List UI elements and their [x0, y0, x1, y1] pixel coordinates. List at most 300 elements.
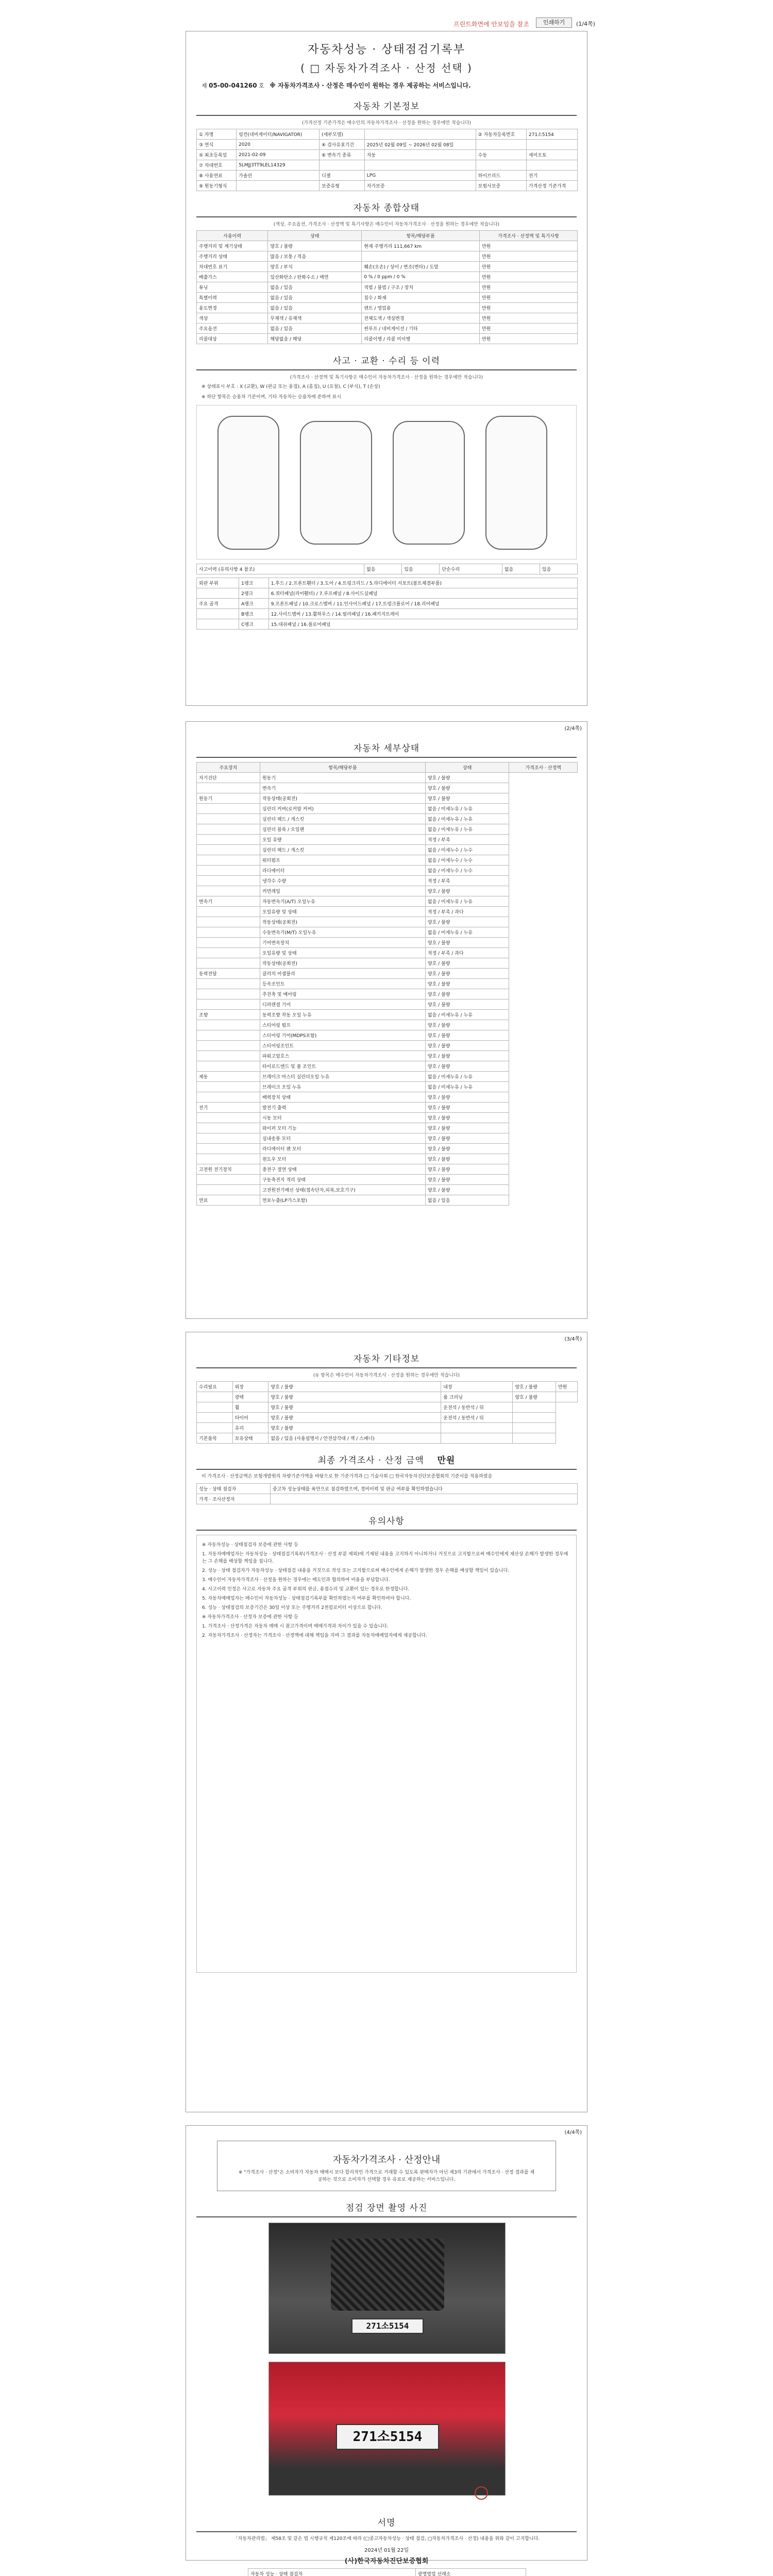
etc-info-cell: 룸 크리닝: [441, 1392, 513, 1402]
car-top-figure-front: [300, 421, 372, 545]
page-2-label: (2/4쪽): [564, 726, 582, 732]
detail-status-cell: [197, 845, 260, 855]
general-status-row: [197, 272, 578, 282]
detail-status-cell: [197, 1123, 260, 1133]
detail-status-cell: 조향: [197, 1010, 260, 1020]
accident-legend: ※ 상태표시 부호 : X (교환), W (판금 또는 용접), A (흠집), U (요철), C (부식), T (손상): [201, 384, 380, 389]
caution-line: 2. 성능 · 상태 점검자가 자동차성능 · 상태점검 내용을 거짓으로 작성 또는 고지함으로써 매수인에게 손해가 발생한 경우 손해를 배상할 책임이 있습니다.: [202, 1568, 510, 1573]
basic-info-row: [197, 181, 578, 191]
etc-info-cell: 운전석 / 동반석 / 뒤: [441, 1413, 513, 1423]
detail-status-cell: 양호 / 불량: [425, 1144, 509, 1154]
detail-status-cell: 없음 / 미세누유 / 누유: [425, 814, 509, 824]
detail-status-cell: 양호 / 불량: [425, 969, 509, 979]
detail-status-cell: 제동: [197, 1072, 260, 1082]
signature-date: 2024년 01월 22일: [364, 2548, 409, 2553]
detail-status-cell: 충전구 절연 상태: [260, 1164, 425, 1175]
detail-status-cell: 없음 / 미세누유 / 누유: [425, 927, 509, 938]
detail-status-cell: [197, 989, 260, 999]
detail-status-row: [197, 855, 578, 866]
general-status-row: [197, 282, 578, 293]
etc-info-cell: [513, 1402, 556, 1413]
detail-status-cell: 오일 유량: [260, 835, 425, 845]
detail-status-cell: 양호 / 불량: [425, 938, 509, 948]
basic-info-cell: ③ 연식: [197, 140, 237, 150]
detail-status-row: [197, 1072, 578, 1082]
page-4: [186, 2125, 587, 2576]
detail-status-cell: [197, 1020, 260, 1030]
toolbar: [0, 0, 773, 27]
etc-info-row: [197, 1423, 578, 1433]
car-damage-diagram: [196, 405, 577, 560]
basic-info-cell: [237, 181, 320, 191]
caution-line: 1. 가격조사 · 산정가격은 자동차 매매 시 참고가격이며 매매가격과 차이가 있을 수 있습니다.: [202, 1624, 389, 1629]
detail-status-cell: 디퍼렌셜 기어: [260, 999, 425, 1010]
accident-frame-cell: 1.후드 / 2.프론트휀더 / 3.도어 / 4.트렁크리드 / 5.라디에이터 서포트(볼트체결부품): [268, 578, 577, 588]
detail-status-cell: [197, 1030, 260, 1041]
signature-org: (사)한국자동차진단보증협회: [344, 2557, 429, 2565]
detail-status-cell: [197, 1092, 260, 1103]
page-3: [186, 1332, 587, 2112]
detail-status-cell: 배력장치 상태: [260, 1092, 425, 1103]
doc-no-label: 제: [201, 82, 207, 89]
basic-info-cell: 자가보증: [364, 181, 476, 191]
basic-info-cell: ⑥ 변속기 종류: [320, 150, 365, 160]
detail-status-cell: 브레이크 마스터 실린더오일 누유: [260, 1072, 425, 1082]
detail-status-row: [197, 835, 578, 845]
accident-frame-row: [197, 578, 578, 588]
checker-table: [196, 1483, 578, 1504]
page-4-label: (4/4쪽): [564, 2130, 582, 2136]
accident-frame-cell: 9.프론트패널 / 10.크로스멤버 / 11.인사이드패널 / 17.트렁크플로어 / 18.리어패널: [268, 599, 577, 609]
caution-list: [196, 1535, 577, 1973]
general-status-row: [197, 293, 578, 303]
general-status-header: 가격조사 · 산정액 및 특기사항: [479, 231, 577, 241]
basic-info-cell: 하이브리드: [476, 171, 526, 181]
detail-status-row: [197, 1195, 578, 1206]
detail-status-cell: 없음 / 미세누수 / 누수: [425, 845, 509, 855]
detail-status-row: [197, 886, 578, 896]
general-status-cell: 해당없음 / 해당: [268, 334, 362, 344]
accident-frame-cell: 15.대쉬패널 / 16.플로어패널: [268, 619, 577, 630]
doc-no: 05-00-041260: [209, 82, 257, 89]
basic-info-cell: ① 차명: [197, 129, 237, 140]
etc-info-cell: 없음 / 있음 (사용설명서 / 안전삼각대 / 잭 / 스패너): [268, 1433, 441, 1444]
general-status-cell: 양호 / 부식: [268, 262, 362, 272]
general-status-cell: 없음 / 있음: [268, 293, 362, 303]
etc-info-cell: 양호 / 불량: [268, 1402, 441, 1413]
detail-status-cell: 오일유량 및 상태: [260, 907, 425, 917]
accident-summary-cell: 사고이력 (유의사항 4 참조): [197, 564, 364, 574]
etc-info-table: [196, 1381, 578, 1444]
detail-status-cell: 브레이크 오일 누유: [260, 1082, 425, 1092]
detail-status-cell: 라디에이터 팬 모터: [260, 1144, 425, 1154]
detail-status-row: [197, 773, 578, 783]
car-top-figure-frame: [393, 421, 465, 545]
general-status-cell: 만원: [479, 262, 577, 272]
basic-info-cell: ④ 검사유효기간: [320, 140, 365, 150]
detail-status-row: [197, 804, 578, 814]
detail-status-cell: [197, 1061, 260, 1072]
detail-status-cell: [197, 1185, 260, 1195]
etc-info-cell: [441, 1433, 513, 1444]
basic-info-cell: 보증유형: [320, 181, 365, 191]
doc-title: 자동차성능 · 상태점검기록부: [307, 43, 465, 56]
basic-info-cell: 가격산정 기준가격: [526, 181, 577, 191]
doc-number-line: [201, 81, 572, 90]
detail-status-cell: [197, 855, 260, 866]
basic-info-cell: [526, 160, 577, 171]
detail-status-row: [197, 989, 578, 999]
general-status-cell: 만원: [479, 241, 577, 251]
detail-status-cell: [197, 907, 260, 917]
detail-status-cell: 원동기: [260, 773, 425, 783]
final-price-note: 이 가격조사 · 산정금액은 보험개발원의 차량기준가액을 바탕으로 한 기준가격과 □ 기술사회 □ 한국자동차진단보증협회의 기준서를 적용하였음: [201, 1474, 493, 1479]
detail-status-cell: 오일유량 및 상태: [260, 948, 425, 958]
general-status-cell: 없음 / 있음: [268, 324, 362, 334]
detail-status-row: [197, 1082, 578, 1092]
general-status-cell: 만원: [479, 303, 577, 313]
etc-info-cell: [441, 1423, 513, 1433]
detail-status-row: [197, 1154, 578, 1164]
general-status-cell: 만원: [479, 251, 577, 262]
general-status-row: [197, 334, 578, 344]
etc-info-cell: 양호 / 불량: [268, 1413, 441, 1423]
detail-status-cell: [197, 866, 260, 876]
detail-status-cell: 윈도우 모터: [260, 1154, 425, 1164]
basic-info-cell: 가솔린: [237, 171, 320, 181]
detail-status-cell: 양호 / 불량: [425, 989, 509, 999]
detail-status-cell: 없음 / 미세누유 / 누유: [425, 1072, 509, 1082]
detail-status-cell: 동력조향 작동 오일 누유: [260, 1010, 425, 1020]
detail-status-cell: 양호 / 불량: [425, 1123, 509, 1133]
accident-summary-cell: 없음: [502, 564, 540, 574]
detail-status-row: [197, 917, 578, 927]
accident-frame-cell: 12.사이드멤버 / 13.휠하우스 / 14.필러패널 / 16.패키지트레이: [268, 609, 577, 619]
detail-status-cell: 양호 / 불량: [425, 958, 509, 969]
detail-status-cell: 라디에이터: [260, 866, 425, 876]
basic-info-row: [197, 150, 578, 160]
basic-info-cell: 디젤: [320, 171, 365, 181]
basic-info-table: [196, 129, 578, 191]
general-status-cell: 만원: [479, 334, 577, 344]
accident-summary-cell: 없음: [364, 564, 402, 574]
detail-status-row: [197, 876, 578, 886]
basic-info-cell: [364, 160, 476, 171]
etc-info-cell: 만원: [556, 1382, 577, 1392]
detail-status-cell: 적정 / 부족: [425, 835, 509, 845]
rear-plate: 271소5154: [336, 2424, 439, 2450]
detail-status-row: [197, 896, 578, 907]
etc-info-cell: 타이어: [232, 1413, 268, 1423]
etc-info-cell: 유리: [232, 1423, 268, 1433]
detail-status-row: [197, 1061, 578, 1072]
caution-line: 3. 매수인이 자동차가격조사 · 산정을 원하는 경우에는 매도인과 협의하여 비용을 부담합니다.: [202, 1578, 390, 1583]
detail-status-cell: [197, 1175, 260, 1185]
signature-cell: 자동차 성능 · 상태 점검자: [248, 2569, 416, 2576]
accident-frame-row: [197, 599, 578, 609]
detail-status-cell: [197, 1154, 260, 1164]
car-side-right-figure: [485, 416, 547, 550]
detail-status-cell: 적정 / 부족 / 과다: [425, 948, 509, 958]
general-status-cell: 주요옵션: [197, 324, 268, 334]
general-status-cell: 없음 / 있음: [268, 303, 362, 313]
general-status-cell: 튜닝: [197, 282, 268, 293]
print-notice: 프린트화면에 안보임을 참조: [453, 21, 529, 28]
detail-status-cell: 변속기: [260, 783, 425, 793]
detail-status-cell: 기어변속장치: [260, 938, 425, 948]
general-status-cell: 용도변경: [197, 303, 268, 313]
checker-cell: 가격 · 조사산정자: [197, 1494, 271, 1504]
page-2: [186, 721, 587, 1319]
accident-frame-table: [196, 578, 578, 630]
detail-status-cell: 클러치 어셈블리: [260, 969, 425, 979]
detail-status-row: [197, 1123, 578, 1133]
accident-frame-cell: 6.쿼터패널(리어휀더) / 7.루프패널 / 8.사이드실패널: [268, 588, 577, 599]
accident-frame-cell: 외판 부위: [197, 578, 239, 588]
basic-info-cell: ⑧ 사용연료: [197, 171, 237, 181]
basic-info-cell: [526, 140, 577, 150]
etc-info-row: [197, 1433, 578, 1444]
detail-status-cell: 양호 / 불량: [425, 1185, 509, 1195]
detail-status-cell: 작동상태(공회전): [260, 917, 425, 927]
detail-status-cell: [197, 783, 260, 793]
detail-status-cell: 커먼레일: [260, 886, 425, 896]
page-label: (1/4쪽): [576, 21, 595, 27]
detail-status-cell: 타이로드엔드 및 볼 조인트: [260, 1061, 425, 1072]
detail-status-cell: 양호 / 불량: [425, 793, 509, 804]
basic-info-cell: ⑨ 원동기형식: [197, 181, 237, 191]
detail-status-cell: 구동축전지 격리 상태: [260, 1175, 425, 1185]
detail-status-cell: 양호 / 불량: [425, 1103, 509, 1113]
basic-info-cell: LPG: [364, 171, 476, 181]
front-plate: 271소5154: [351, 2318, 424, 2334]
detail-status-cell: [197, 1144, 260, 1154]
etc-info-cell: 양호 / 불량: [268, 1392, 441, 1402]
etc-info-cell: 보유상태: [232, 1433, 268, 1444]
etc-info-row: [197, 1392, 578, 1402]
general-status-cell: 주행거리 상태: [197, 251, 268, 262]
detail-status-cell: 스티어링조인트: [260, 1041, 425, 1051]
signature-cell: 광명영업 선래소: [415, 2569, 526, 2576]
detail-status-cell: 양호 / 불량: [425, 1092, 509, 1103]
detail-status-cell: 없음 / 미세누유 / 누유: [425, 804, 509, 814]
detail-status-cell: [197, 1113, 260, 1123]
basic-info-cell: 보험사보증: [476, 181, 526, 191]
detail-status-cell: 실내송풍 모터: [260, 1133, 425, 1144]
caution-line: ※ 자동차성능 · 상태점검자 보증에 관한 사항 등: [202, 1543, 298, 1548]
detail-status-cell: 스티어링 펌프: [260, 1020, 425, 1030]
detail-status-row: [197, 845, 578, 855]
price-guide-box: [217, 2141, 556, 2191]
detail-status-row: [197, 1164, 578, 1175]
detail-status-cell: 양호 / 불량: [425, 1020, 509, 1030]
photo-heading: 점검 장면 촬영 사진: [196, 2200, 577, 2217]
detail-status-header: 가격조사 · 산정액: [509, 762, 578, 773]
detail-status-cell: 양호 / 불량: [425, 1164, 509, 1175]
detail-status-cell: [197, 938, 260, 948]
etc-info-cell: 기본품목: [197, 1433, 233, 1444]
detail-status-row: [197, 1175, 578, 1185]
detail-status-cell: [197, 917, 260, 927]
detail-status-cell: 없음 / 미세누수 / 누수: [425, 866, 509, 876]
basic-info-cell: 링컨(네비게이터/NAVIGATOR): [237, 129, 320, 140]
general-status-cell: 많음 / 보통 / 적음: [268, 251, 362, 262]
detail-status-cell: [197, 835, 260, 845]
basic-info-cell: (세부모델): [320, 129, 365, 140]
accident-frame-cell: C랭크: [239, 619, 269, 630]
caution-line: 4. 사고이력 인정은 사고로 자동차 주요 골격 부위의 판금, 용접수리 및 교환이 있는 경우로 한정합니다.: [202, 1587, 410, 1592]
detail-status-cell: [197, 999, 260, 1010]
general-status-cell: 차대번호 표기: [197, 262, 268, 272]
accident-summary-cell: 있음: [540, 564, 577, 574]
print-button[interactable]: 인쇄하기: [536, 18, 572, 28]
detail-status-cell: [197, 1082, 260, 1092]
detail-status-cell: 원동기: [197, 793, 260, 804]
general-status-cell: 만원: [479, 293, 577, 303]
general-status-row: [197, 251, 578, 262]
accident-frame-row: [197, 609, 578, 619]
detail-status-cell: 파워고압호스: [260, 1051, 425, 1061]
general-status-cell: 만원: [479, 282, 577, 293]
detail-status-cell: [197, 958, 260, 969]
general-status-cell: [362, 251, 480, 262]
detail-status-row: [197, 1020, 578, 1030]
detail-status-cell: [197, 814, 260, 824]
general-status-note: (색상, 주요옵션, 가격조사 · 산정액 및 특기사항은 매수인이 자동차가격조사 · 산정을 원하는 경우에만 적습니다): [273, 222, 500, 227]
detail-status-cell: 없음 / 미세누유 / 누유: [425, 824, 509, 835]
detail-status-cell: 냉각수 수량: [260, 876, 425, 886]
price-guide-text: ※ "가격조사 · 산정"은 소비자가 자동차 매매시 보다 합리적인 가격으로 거래할 수 있도록 판매자가 아닌 제3의 기관에서 가격조사 · 산정 결과를 제공하는 것으로 소비자가 선택할 경우 유료로 제공하는 서비스입니다.: [238, 2170, 535, 2182]
checker-cell: 성능 · 상태 점검자: [197, 1484, 271, 1494]
detail-status-cell: 실린더 블록 / 오일팬: [260, 824, 425, 835]
accident-frame-cell: 1랭크: [239, 578, 269, 588]
doc-note: ※ 자동차가격조사 · 산정은 매수인이 원하는 경우 제공하는 서비스입니다.: [270, 82, 471, 89]
detail-status-row: [197, 999, 578, 1010]
detail-status-cell: 작동상태(공회전): [260, 958, 425, 969]
final-price-value: 만원: [437, 1455, 456, 1466]
general-status-cell: 훼손(오손) / 상이 / 변조(변타) / 도말: [362, 262, 480, 272]
signature-text: 「자동차관리법」 제58조 및 같은 법 시행규칙 제120조에 따라 (□중고자동차성능 · 상태 점검, □자동차가격조사 · 산정) 내용을 위와 같이 고지합니다.: [233, 2536, 540, 2541]
general-status-cell: 색상: [197, 313, 268, 324]
detail-status-cell: 등속조인트: [260, 979, 425, 989]
detail-status-row: [197, 948, 578, 958]
general-status-header: 항목/해당부품: [362, 231, 480, 241]
basic-info-row: [197, 160, 578, 171]
etc-info-cell: [197, 1402, 233, 1413]
detail-status-row: [197, 907, 578, 917]
car-side-left-figure: [217, 416, 279, 550]
detail-status-cell: 양호 / 불량: [425, 1051, 509, 1061]
detail-status-cell: 적정 / 부족: [425, 876, 509, 886]
general-status-cell: 전체도색 / 색상변경: [362, 313, 480, 324]
general-status-cell: 배출가스: [197, 272, 268, 282]
checker-cell: 중고차 성능상태를 육안으로 점검하였으며, 정비이력 및 판금 여부를 확인하였습니다: [270, 1484, 577, 1494]
basic-info-cell: [476, 140, 526, 150]
basic-info-cell: 전기: [526, 171, 577, 181]
basic-info-cell: [364, 129, 476, 140]
etc-info-cell: [513, 1423, 556, 1433]
detail-status-cell: 실린더 커버(로커암 커버): [260, 804, 425, 814]
general-status-cell: 만원: [479, 324, 577, 334]
etc-info-note: (① 항목은 매수인이 자동차가격조사 · 산정을 원하는 경우에만 적습니다): [313, 1373, 460, 1378]
detail-status-cell: [197, 1133, 260, 1144]
etc-info-cell: 양호 / 불량: [513, 1392, 556, 1402]
general-status-cell: 일산화탄소 / 탄화수소 / 매연: [268, 272, 362, 282]
general-status-cell: 0 % / 0 ppm / 0 %: [362, 272, 480, 282]
accident-heading: 사고 · 교환 · 수리 등 이력: [196, 353, 577, 370]
accident-frame-cell: 주요 골격: [197, 599, 239, 609]
etc-info-cell: 내장: [441, 1382, 513, 1392]
detail-status-row: [197, 1030, 578, 1041]
caution-line: 5. 자동차매매업자는 매수인이 자동차성능 · 상태점검기록부를 확인하였는지 여부를 확인하여야 합니다.: [202, 1596, 411, 1601]
detail-status-cell: [197, 824, 260, 835]
detail-status-cell: 양호 / 불량: [425, 1061, 509, 1072]
basic-info-cell: 세미오토: [526, 150, 577, 160]
detail-status-row: [197, 1185, 578, 1195]
detail-status-cell: 양호 / 불량: [425, 783, 509, 793]
accident-frame-cell: B랭크: [239, 609, 269, 619]
general-status-row: [197, 241, 578, 251]
detail-status-cell: 양호 / 불량: [425, 1133, 509, 1144]
etc-info-cell: 외장: [232, 1382, 268, 1392]
etc-info-row: [197, 1382, 578, 1392]
detail-status-cell: 없음 / 미세누유 / 누유: [425, 896, 509, 907]
etc-info-cell: [197, 1423, 233, 1433]
caution-line: ※ 자동차가격조사 · 산정자 보증에 관한 사항 등: [202, 1615, 298, 1620]
detail-status-cell: 양호 / 불량: [425, 1175, 509, 1185]
detail-status-row: [197, 1144, 578, 1154]
detail-status-cell: 양호 / 불량: [425, 1113, 509, 1123]
accident-frame-row: [197, 619, 578, 630]
detail-status-cell: 없음 / 미세누수 / 누수: [425, 855, 509, 866]
detail-status-cell: 양호 / 불량: [425, 999, 509, 1010]
basic-info-row: [197, 140, 578, 150]
general-status-row: [197, 324, 578, 334]
doc-no-suffix: 호: [259, 82, 264, 89]
accident-summary-cell: 단순수리: [440, 564, 502, 574]
general-status-cell: 주행거리 및 계기상태: [197, 241, 268, 251]
accident-frame-cell: A랭크: [239, 599, 269, 609]
detail-status-heading: 자동차 세부상태: [196, 741, 577, 758]
detail-status-cell: 양호 / 불량: [425, 773, 509, 783]
general-status-cell: 리콜이행 / 리콜 미이행: [362, 334, 480, 344]
checker-row: [197, 1484, 578, 1494]
general-status-row: [197, 262, 578, 272]
accident-frame-row: [197, 588, 578, 599]
detail-status-header: 항목/해당부품: [260, 762, 425, 773]
final-price-title: 최종 가격조사 · 산정 금액: [317, 1455, 424, 1466]
signature-heading: 서명: [196, 2515, 577, 2532]
general-status-row: [197, 313, 578, 324]
detail-status-row: [197, 1103, 578, 1113]
detail-status-cell: 없음 / 있음: [425, 1195, 509, 1206]
detail-status-header: 상태: [425, 762, 509, 773]
basic-info-cell: 자동: [364, 150, 476, 160]
basic-info-cell: [476, 160, 526, 171]
detail-status-table: [196, 762, 578, 1206]
basic-info-cell: [320, 160, 365, 171]
detail-status-row: [197, 783, 578, 793]
checker-cell: [270, 1494, 577, 1504]
caution-line: 1. 자동차매매업자는 자동차성능 · 상태점검기록부(가격조사 · 산정 부분 제외)에 기재된 내용을 고지하지 아니하거나 거짓으로 고지함으로써 매수인에게 재산상 손해가 발생한 경우에는 그 손해를 배상할 책임을 집니다.: [202, 1552, 568, 1564]
general-status-row: [197, 303, 578, 313]
etc-info-row: [197, 1402, 578, 1413]
general-status-cell: 양호 / 불량: [268, 241, 362, 251]
page-1: [186, 31, 587, 706]
checker-row: [197, 1494, 578, 1504]
detail-status-row: [197, 866, 578, 876]
caution-line: 6. 성능 · 상태점검의 보증기간은 30일 이상 또는 주행거리 2천킬로미터 이상으로 합니다.: [202, 1605, 382, 1611]
